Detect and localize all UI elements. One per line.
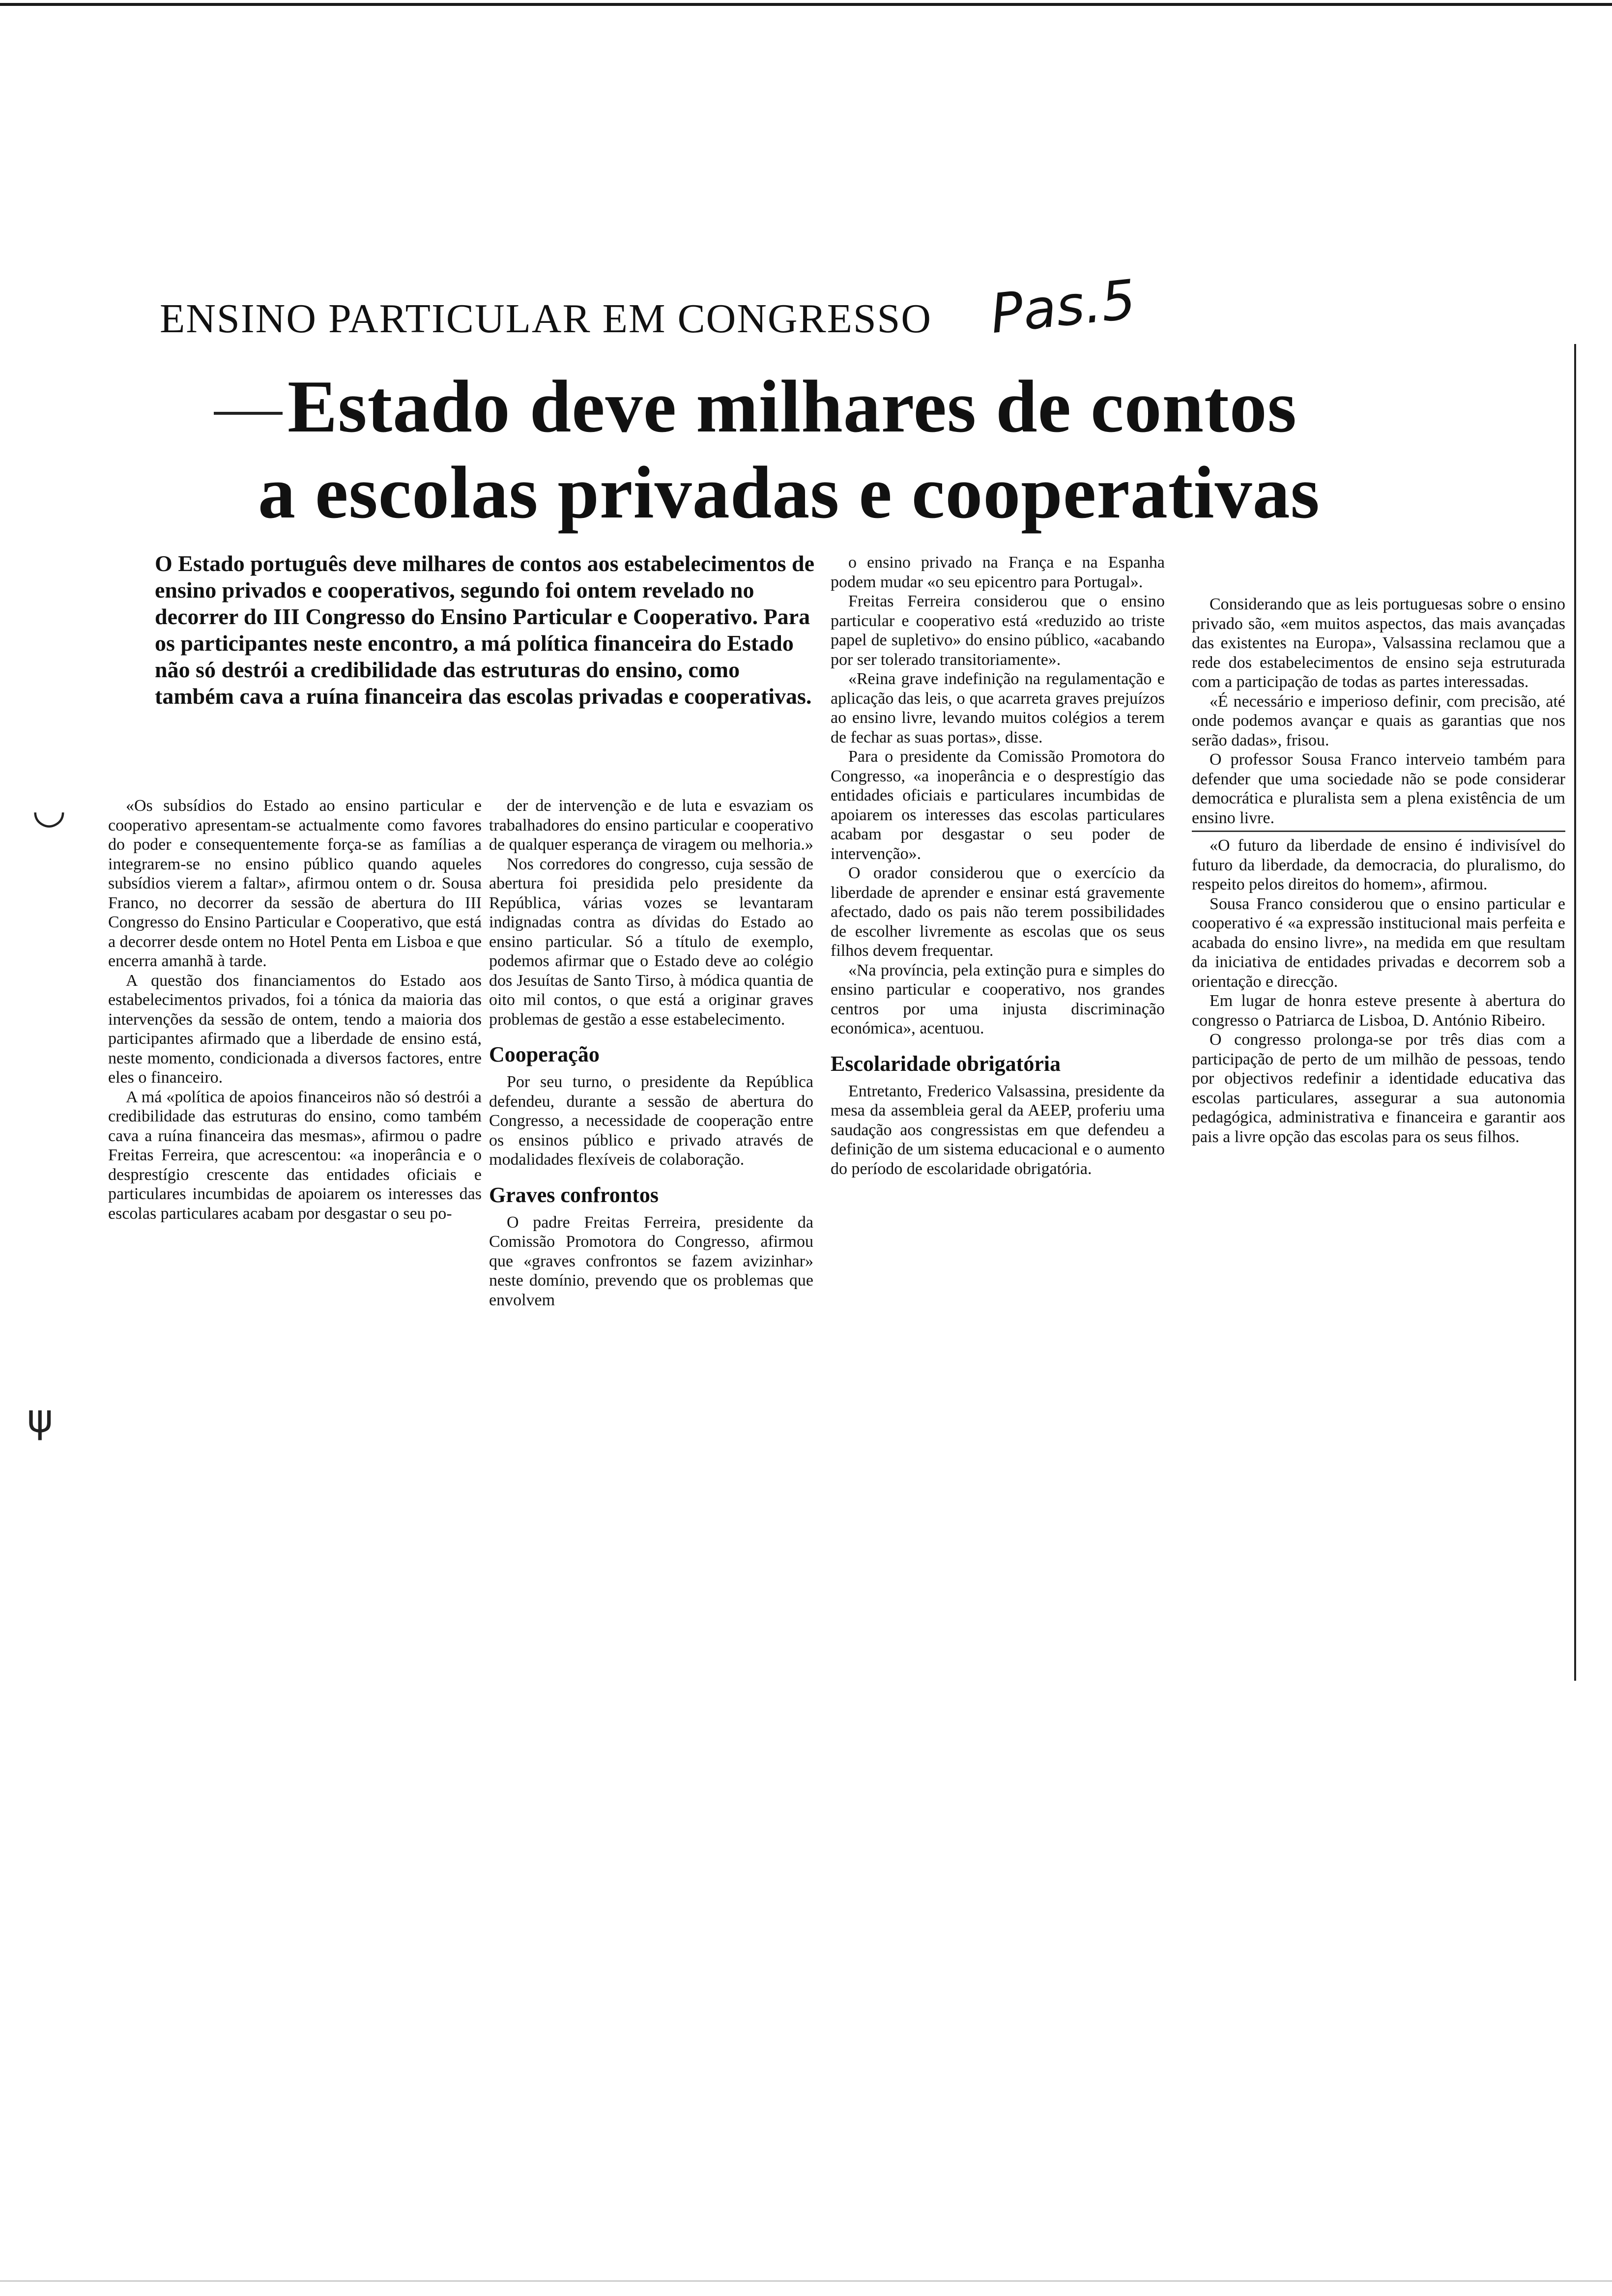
paragraph: A má «política de apoios financeiros não só destrói a credibilidade das estruturas do ensino, como também cava a ruína financeira das mesmas», afirmou o padre Freitas Ferreira, que acrescentou: «a inoperância e o desprestígio crescente das entidades oficiais e particulares incumbidas de apoiarem os interesses das escolas particulares acabam por desgastar o seu po- [108, 1088, 482, 1223]
headline-line-1: Estado deve milhares de contos [288, 365, 1297, 448]
margin-mark-icon: ψ [27, 1396, 53, 1441]
column-2 [489, 796, 813, 1310]
subheading: Cooperação [489, 1042, 600, 1066]
column-1 [108, 796, 482, 1223]
article-lead: O Estado português deve milhares de contos aos estabelecimentos de ensino privados e cooperativos, segundo foi ontem revelado no decorrer do III Congresso do Ensino Particular e Cooperativo. Para os participantes neste encontro, a má política financeira do Estado não só destrói a credibilidade das estruturas do ensino, como também cava a ruína financeira das escolas privadas e cooperativas. [155, 551, 815, 709]
paragraph: Considerando que as leis portuguesas sobre o ensino privado são, «em muitos aspectos, das mais avançadas das existentes na Europa», Valsassina reclamou que a rede dos estabelecimentos de ensino seja estruturada com a participação de todas as partes interessadas. [1192, 595, 1565, 691]
paragraph: Por seu turno, o presidente da República defendeu, durante a sessão de abertura do Congresso, a necessidade de cooperação entre os ensinos público e privado através de modalidades flexíveis de colaboração. [489, 1073, 813, 1169]
paragraph: «Os subsídios do Estado ao ensino particular e cooperativo apresentam-se actualmente como favores do poder e consequentemente força-se as famílias a integrarem-se no ensino público quando aqueles subsídios vierem a faltar», afirmou ontem o dr. Sousa Franco, no decorrer da sessão de abertura do III Congresso do Ensino Particular e Cooperativo, que está a decorrer desde ontem no Hotel Penta em Lisboa e que encerra amanhã à tarde. [108, 797, 482, 970]
margin-mark-icon: ◡ [32, 786, 66, 832]
paragraph: «É necessário e imperioso definir, com precisão, até onde podemos avançar e quais as garantias que nos serão dadas», frisou. [1192, 692, 1565, 749]
subheading: Escolaridade obrigatória [831, 1051, 1061, 1076]
paragraph: Nos corredores do congresso, cuja sessão de abertura foi presidida pelo presidente da República, várias vozes se levantaram indignadas contra as dívidas do Estado ao ensino particular. Só a título de exemplo, podemos afirmar que o Estado deve ao colégio dos Jesuítas de Santo Tirso, à módica quantia de oito mil contos, o que está a originar graves problemas de gestão a esse estabelecimento. [489, 855, 813, 1029]
paragraph: Para o presidente da Comissão Promotora do Congresso, «a inoperância e o desprestígio das entidades oficiais e particulares incumbidas de apoiarem os interesses das escolas particulares acabam por desgastar o seu poder de intervenção». [831, 747, 1165, 863]
paragraph: o ensino privado na França e na Espanha podem mudar «o seu epicentro para Portugal». [831, 553, 1165, 591]
paragraph: O orador considerou que o exercício da liberdade de aprender e ensinar está gravemente afectado, dado os pais não terem possibilidades de escolher livremente as escolas que os seus filhos devem frequentar. [831, 864, 1165, 960]
paragraph: O padre Freitas Ferreira, presidente da Comissão Promotora do Congresso, afirmou que «graves confrontos se fazem avizinhar» neste domínio, prevendo que os problemas que envolvem [489, 1213, 813, 1309]
paragraph: «O futuro da liberdade de ensino é indivisível do futuro da liberdade, da democracia, do pluralismo, do respeito pelos direitos do homem», afirmou. [1192, 836, 1565, 893]
paragraph: O congresso prolonga-se por três dias com a participação de perto de um milhão de pessoas, tendo por objectivos redefinir a identidade educativa das escolas particulares, assegurar a sua autonomia pedagógica, administrativa e financeira e garantir aos pais a livre opção das escolas para os seus filhos. [1192, 1031, 1565, 1146]
column-3 [831, 553, 1165, 1178]
paragraph: Freitas Ferreira considerou que o ensino particular e cooperativo está «reduzido ao triste papel de supletivo» do ensino público, «acabando por ser tolerado transitoriamente». [831, 592, 1165, 669]
paragraph: Em lugar de honra esteve presente à abertura do congresso o Patriarca de Lisboa, D. António Ribeiro. [1192, 992, 1565, 1030]
paragraph-rule [1192, 831, 1565, 832]
paragraph: O professor Sousa Franco interveio também para defender que uma sociedade não se pode considerar democrática e pluralista sem a plena existência de um ensino livre. [1192, 750, 1565, 827]
paragraph: «Reina grave indefinição na regulamentação e aplicação das leis, o que acarreta graves prejuízos ao ensino livre, levando muitos colégios a terem de fechar as suas portas», disse. [831, 670, 1165, 746]
paragraph: «Na província, pela extinção pura e simples do ensino particular e cooperativo, nos grandes centros por uma injusta discriminação económica», acentuou. [831, 961, 1165, 1037]
newspaper-clipping [27, 267, 1580, 1681]
headline-line-2: a escolas privadas e cooperativas [258, 451, 1320, 534]
paragraph: Sousa Franco considerou que o ensino particular e cooperativo é «a expressão institucional mais perfeita e acabada do ensino livre», na medida em que resultam da iniciativa de entidades privadas e decorrem sob a orientação e direcção. [1192, 894, 1565, 991]
paragraph: A questão dos financiamentos do Estado aos estabelecimentos privados, foi a tónica da maioria das intervenções da sessão de ontem, tendo a maioria dos participantes afirmado que a liberdade de ensino está, neste momento, condicionada a diversos factores, entre eles o financeiro. [108, 971, 482, 1087]
handwritten-page-note: Pas.5 [987, 267, 1139, 346]
clipping-edge-rule [1574, 344, 1576, 1681]
section-kicker: ENSINO PARTICULAR EM CONGRESSO [160, 296, 932, 342]
column-4 [1192, 595, 1565, 1147]
paragraph: der de intervenção e de luta e esvaziam os trabalhadores do ensino particular e cooperativo de qualquer esperança de viragem ou melhoria.» [489, 797, 813, 854]
subheading: Graves confrontos [489, 1182, 659, 1207]
paragraph: Entretanto, Frederico Valsassina, presidente da mesa da assembleia geral da AEEP, proferiu uma saudação aos congressistas em que defendeu a definição de um sistema educacional e o aumento do período de escolaridade obrigatória. [831, 1082, 1165, 1178]
headline-dash [214, 412, 283, 415]
scan-bottom-edge [0, 2280, 1612, 2282]
scan-top-border [0, 3, 1612, 6]
